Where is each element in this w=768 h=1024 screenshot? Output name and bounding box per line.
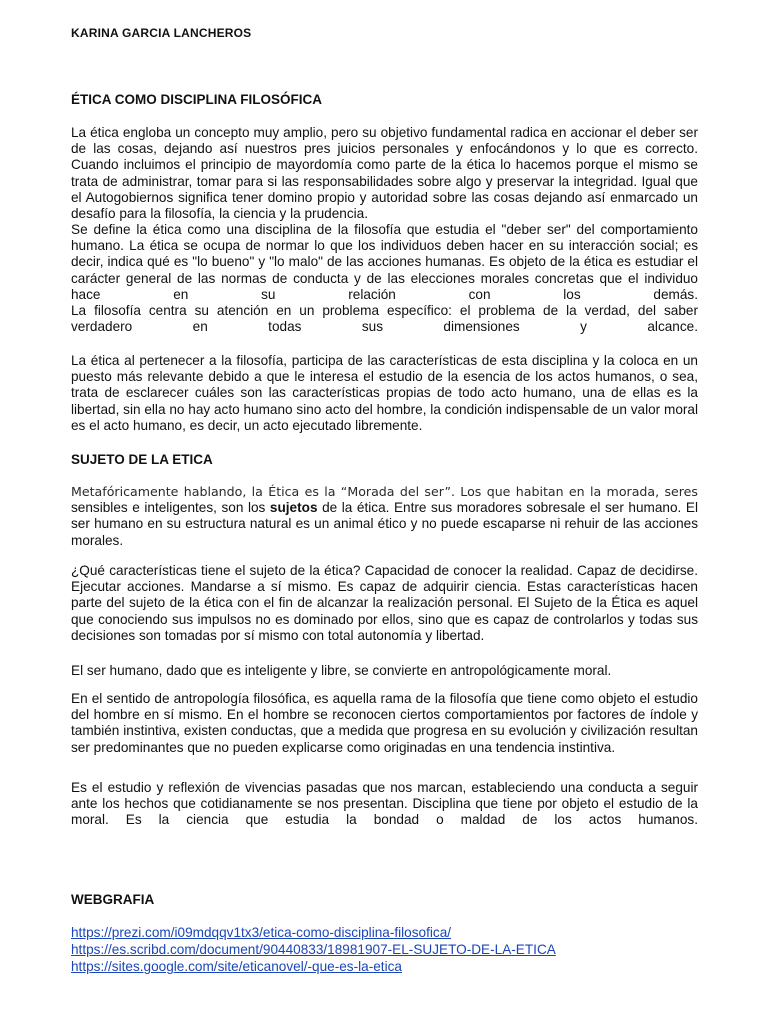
paragraph-filosofia-verdad <box>71 303 698 335</box>
paragraph-antropologia-filosofica <box>71 691 698 756</box>
paragraph-text: Se define la ética como una disciplina de la filosofía que estudia el "deber ser" del comportamiento humano. La ética se ocupa de normar lo que los individuos deben hacer en su interacción social; es decir, indica qué es "lo bueno" y "lo malo" de las acciones humanas. Es objeto de la ética es estudiar el carácter general de las normas de conducta y de las elecciones morales concretas que el individuo hace en su relación con los demás. <box>71 222 698 302</box>
paragraph-text: ¿Qué características tiene el sujeto de la ética? Capacidad de conocer la realidad. Capaz de decidirse. Ejecutar acciones. Mandarse a sí mismo. Es capaz de adquirir ciencia. Estas características hacen parte del sujeto de la ética con el fin de alcanzar la realización personal. El Sujeto de la Ética es aquel que conociendo sus impulsos no es dominado por ellos, sino que es capaz de controlarlos y todas sus decisiones son tomadas por sí mismo con total autonomía y libertad. <box>71 563 698 643</box>
section-heading-webgrafia: WEBGRAFIA <box>71 892 155 907</box>
paragraph-sujeto-caracteristicas <box>71 563 698 644</box>
paragraph-text: Es el estudio y reflexión de vivencias pasadas que nos marcan, estableciendo una conducta a seguir ante los hechos que cotidianamente se nos presentan. Disciplina que tiene por objeto el estudio de la moral. Es la ciencia que estudia la bondad o maldad de los actos humanos. <box>71 780 698 828</box>
paragraph-text: La ética al pertenecer a la filosofía, participa de las características de esta disciplina y la coloca en un puesto más relevante debido a que le interesa el estudio de la esencia de los actos humanos, o sea, trata de esclarecer cuáles son las características propias de todo acto humano, una de ellas es la libertad, sin ella no hay acto humano sino acto del hombre, la condición indispensable de un valor moral es el acto humano, es decir, un acto ejecutado libremente. <box>71 353 698 433</box>
paragraph-first-line: Metafóricamente hablando, la Ética es la “Morada del ser”. Los que habitan en la morada, seres <box>71 484 698 499</box>
paragraph-text: En el sentido de antropología filosófica, es aquella rama de la filosofía que tiene como objeto el estudio del hombre en sí mismo. En el hombre se reconocen ciertos comportamientos por factores de índole y también instintiva, existen conductas, que a medida que progresa en su evolución y civilización resultan ser predominantes que no pueden explicarse como originadas en una tendencia instintiva. <box>71 691 698 755</box>
paragraph-text: La ética engloba un concepto muy amplio, pero su objetivo fundamental radica en accionar el deber ser de las cosas, dejando así nuestros pres juicios personales y enfocándonos y lo que es correcto. Cuando incluimos el principio de mayordomía como parte de la ética lo hacemos porque el mismo se trata de administrar, tomar para si las responsabilidades sobre algo y preservar la integridad. Igual que el Autogobiernos significa tener domino propio y autoridad sobre las cosas dejando así enmarcado un desafío para la filosofía, la ciencia y la prudencia. <box>71 125 698 222</box>
paragraph-antropologicamente-moral <box>71 663 698 679</box>
paragraph-etica-intro <box>71 125 698 222</box>
section-heading-etica: ÉTICA COMO DISCIPLINA FILOSÓFICA <box>71 92 322 107</box>
webgrafia-links <box>71 924 556 976</box>
paragraph-estudio-reflexion <box>71 780 698 829</box>
paragraph-text: La filosofía centra su atención en un problema específico: el problema de la verdad, del saber verdadero en todas sus dimensiones y alcance. <box>71 303 698 335</box>
paragraph-text: El ser humano, dado que es inteligente y libre, se convierte en antropológicamente moral. <box>71 663 612 678</box>
link-google-sites[interactable]: https://sites.google.com/site/eticanovel/-que-es-la-etica <box>71 959 402 975</box>
paragraph-text: sensibles e inteligentes, son los <box>71 500 270 516</box>
bold-term: sujetos <box>269 500 318 516</box>
link-scribd[interactable]: https://es.scribd.com/document/90440833/18981907-EL-SUJETO-DE-LA-ETICA <box>71 942 556 958</box>
author-name: KARINA GARCIA LANCHEROS <box>71 26 252 40</box>
link-prezi[interactable]: https://prezi.com/i09mdqqv1tx3/etica-como-disciplina-filosofica/ <box>71 925 452 940</box>
section-heading-sujeto: SUJETO DE LA ETICA <box>71 452 213 467</box>
paragraph-text: de la ética. Entre sus moradores sobresale el ser humano. El ser humano en su estructura natural es un animal ético y no puede escaparse ni rehuir de las acciones morales. <box>71 500 698 548</box>
paragraph-etica-filosofia <box>71 353 698 434</box>
paragraph-sujeto-morada <box>71 484 698 549</box>
paragraph-etica-definicion <box>71 222 698 303</box>
